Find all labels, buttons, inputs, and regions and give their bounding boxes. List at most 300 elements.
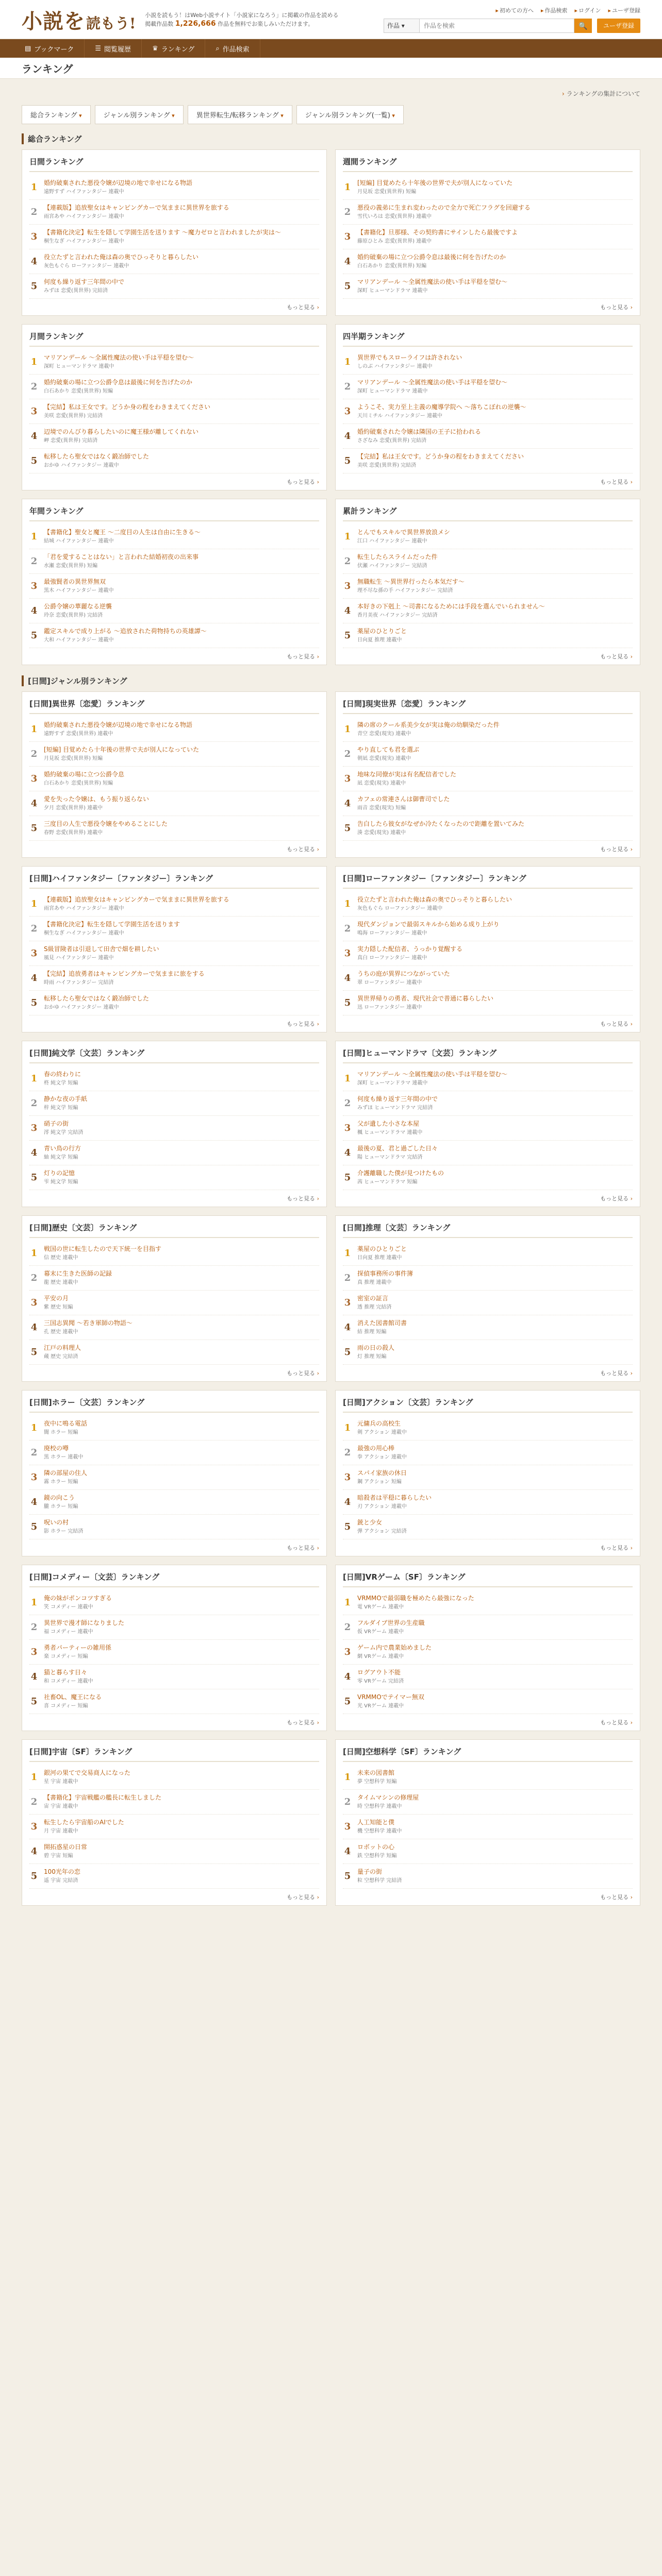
- work-count: 1,226,666: [175, 19, 216, 28]
- work-title-link[interactable]: 勇者パーティーの雑用係: [44, 1644, 112, 1651]
- work-title-link[interactable]: [短編] 目覚めたら十年後の世界で夫が別人になっていた: [44, 746, 200, 753]
- ranking-card-title: 累計ランキング: [343, 505, 633, 521]
- work-title-link[interactable]: ログアウト不能: [357, 1669, 401, 1676]
- work-title-link[interactable]: 【書籍化決定】転生を隠して学園生活を送ります: [44, 921, 180, 928]
- rank-number: 4: [30, 1671, 38, 1682]
- work-title-link[interactable]: 鏡の向こう: [44, 1494, 75, 1501]
- work-title-link[interactable]: やり直しても君を選ぶ: [357, 746, 420, 753]
- work-meta: 茜 ヒューマンドラマ 短編: [357, 1179, 418, 1185]
- work-title-link[interactable]: 婚約破棄された令嬢は隣国の王子に拾われる: [357, 428, 482, 435]
- work-title-link[interactable]: 雨の日の殺人: [357, 1344, 395, 1351]
- work-title-link[interactable]: 「君を愛することはない」と言われた結婚初夜の出来事: [44, 553, 199, 561]
- link-login[interactable]: ▸ ログイン: [574, 6, 601, 14]
- work-meta: 福 コメディー 連載中: [44, 1629, 93, 1635]
- ranking-item: [343, 1689, 633, 1714]
- rank-number: 3: [30, 1123, 38, 1133]
- user-register-button[interactable]: ユーザ登録: [597, 19, 640, 33]
- nav-label: ランキング: [161, 45, 195, 54]
- ranking-item: [343, 225, 633, 249]
- rank-number: 3: [30, 1647, 38, 1657]
- rank-number: 5: [344, 1172, 351, 1183]
- rank-number: 2: [344, 1797, 351, 1807]
- work-meta: 真白 ローファンタジー 連載中: [357, 955, 427, 961]
- work-meta: 美咲 恋愛(異世界) 完結済: [44, 413, 103, 419]
- ranking-item: [343, 1315, 633, 1340]
- work-meta: みずほ 恋愛(異世界) 完結済: [44, 288, 108, 294]
- work-title-link[interactable]: 辺境でのんびり暮らしたいのに魔王様が離してくれない: [44, 428, 199, 435]
- work-title-link[interactable]: 静かな夜の手紙: [44, 1095, 88, 1103]
- ranking-card-title: [日間]ローファンタジー〔ファンタジー〕ランキング: [343, 873, 633, 889]
- ranking-item: [343, 1864, 633, 1889]
- ranking-item: [29, 1416, 319, 1440]
- work-meta: 江口 ハイファンタジー 連載中: [357, 538, 427, 544]
- work-meta: 玲奈 恋愛(異世界) 完結済: [44, 613, 103, 618]
- site-logo[interactable]: [22, 5, 136, 35]
- work-title-link[interactable]: VRMMOでテイマー無双: [357, 1693, 424, 1701]
- work-title-link[interactable]: [短編] 目覚めたら十年後の世界で夫が別人になっていた: [357, 179, 513, 187]
- ranking-item: [29, 1839, 319, 1864]
- work-title-link[interactable]: 何度も繰り返す三年間の中で: [357, 1095, 438, 1103]
- work-title-link[interactable]: フルダイブ世界の生産職: [357, 1619, 425, 1626]
- work-title-link[interactable]: 戦国の世に転生したので天下統一を目指す: [44, 1245, 162, 1252]
- work-meta: 雨宮あや ハイファンタジー 連載中: [44, 906, 124, 911]
- rank-number: 2: [30, 1447, 38, 1458]
- rank-number: 4: [30, 798, 38, 809]
- work-title-link[interactable]: 告白したら彼女がなぜか冷たくなったので距離を置いてみた: [357, 820, 525, 827]
- ranking-card: [22, 499, 327, 665]
- ranking-card-title: [日間]推理〔文芸〕ランキング: [343, 1222, 633, 1238]
- ranking-card-title: 週間ランキング: [343, 156, 633, 172]
- work-title-link[interactable]: 三度目の人生で悪役令嬢をやめることにした: [44, 820, 168, 827]
- ranking-item: [29, 1116, 319, 1141]
- work-title-link[interactable]: 実力隠した配信者、うっかり覚醒する: [357, 945, 463, 953]
- ranking-item: [29, 1590, 319, 1615]
- work-meta: 鳴海 ローファンタジー 連載中: [357, 930, 427, 936]
- work-title-link[interactable]: マリアンデール ～全属性魔法の使い手は平穏を望む～: [357, 379, 508, 386]
- rank-number: 4: [344, 1147, 351, 1158]
- work-meta: 星 宇宙 連載中: [44, 1779, 78, 1785]
- work-title-link[interactable]: 最強賢者の異世界無双: [44, 578, 106, 585]
- ranking-item: [343, 200, 633, 225]
- ranking-item: [29, 816, 319, 841]
- work-meta: 桐生なぎ ハイファンタジー 連載中: [44, 239, 124, 244]
- ranking-item: [29, 717, 319, 742]
- work-meta: 白石あかり 恋愛(異世界) 短編: [44, 781, 113, 786]
- work-title-link[interactable]: マリアンデール ～全属性魔法の使い手は平穏を望む～: [357, 1071, 508, 1078]
- work-title-link[interactable]: 転生したら宇宙船のAIでした: [44, 1819, 124, 1826]
- work-title-link[interactable]: スパイ家族の休日: [357, 1469, 407, 1477]
- ranking-item: [343, 1640, 633, 1665]
- ranking-card: [335, 1215, 640, 1382]
- work-title-link[interactable]: ようこそ、実力至上主義の魔導学院へ ～落ちこぼれの逆襲～: [357, 403, 526, 411]
- nav-history[interactable]: [85, 39, 142, 58]
- work-meta: 喜 コメディー 短編: [44, 1703, 88, 1709]
- rank-number: 3: [344, 1297, 351, 1308]
- work-meta: 日向夏 推理 連載中: [357, 1255, 402, 1261]
- ranking-card: [335, 499, 640, 665]
- work-meta: 桐生なぎ ハイファンタジー 連載中: [44, 930, 124, 936]
- ranking-item: [29, 623, 319, 648]
- work-title-link[interactable]: マリアンデール ～全属性魔法の使い手は平穏を望む～: [44, 354, 194, 361]
- link-search[interactable]: ▸ 作品検索: [541, 6, 568, 14]
- work-title-link[interactable]: 銀河の果てで交易商人になった: [44, 1769, 131, 1776]
- work-title-link[interactable]: 量子の街: [357, 1868, 383, 1875]
- rank-number: 5: [30, 1521, 38, 1532]
- work-meta: さざなみ 恋愛(異世界) 完結済: [357, 438, 427, 444]
- more-link[interactable]: もっと見る ›: [29, 473, 319, 486]
- ranking-item: [343, 1490, 633, 1515]
- work-title-link[interactable]: 人工知能と僕: [357, 1819, 395, 1826]
- ranking-card: [335, 149, 640, 316]
- link-beginners[interactable]: ▸ 初めての方へ: [495, 6, 534, 14]
- nav-bookmark[interactable]: [22, 39, 85, 58]
- work-title-link[interactable]: 【完結】私は王女です。どうか身の程をわきまえてください: [44, 403, 211, 411]
- rank-number: 3: [344, 1123, 351, 1133]
- tab-genre[interactable]: ジャンル別ランキング ▾: [95, 105, 184, 124]
- work-title-link[interactable]: 【完結】私は王女です。どうか身の程をわきまえてください: [357, 453, 524, 460]
- rank-number: 5: [30, 281, 38, 292]
- about-ranking-link[interactable]: [22, 89, 640, 98]
- work-title-link[interactable]: 鑑定スキルで成り上がる ～追放された荷物持ちの英雄譚～: [44, 628, 207, 635]
- ranking-item: [343, 574, 633, 599]
- work-meta: 結 推理 短編: [357, 1329, 387, 1335]
- work-title-link[interactable]: 100光年の恋: [44, 1868, 80, 1875]
- work-title-link[interactable]: 【連載版】追放聖女はキャンピングカーで気ままに異世界を旅する: [44, 896, 229, 903]
- rank-number: 4: [344, 1846, 351, 1857]
- rank-number: 5: [30, 1347, 38, 1358]
- work-title-link[interactable]: 薬屋のひとりごと: [357, 1245, 407, 1252]
- rank-number: 2: [30, 1273, 38, 1283]
- work-title-link[interactable]: 最強の用心棒: [357, 1445, 395, 1452]
- ranking-item: [29, 225, 319, 249]
- ranking-item: [343, 1116, 633, 1141]
- rank-number: 2: [30, 923, 38, 934]
- nav-ranking[interactable]: [142, 39, 205, 58]
- work-title-link[interactable]: 公爵令嬢の華麗なる逆襲: [44, 603, 112, 610]
- ranking-item: [343, 1839, 633, 1864]
- work-title-link[interactable]: 薬屋のひとりごと: [357, 628, 407, 635]
- work-meta: 藤原ひとみ 恋愛(異世界) 連載中: [357, 239, 432, 244]
- work-title-link[interactable]: 婚約破棄の場に立つ公爵令息: [44, 771, 125, 778]
- rank-number: 3: [30, 406, 38, 417]
- section-heading-genre: [日間]ジャンル別ランキング: [22, 675, 640, 686]
- rank-number: 2: [30, 207, 38, 217]
- ranking-item: [29, 941, 319, 966]
- work-meta: 青空 恋愛(現実) 連載中: [357, 731, 411, 737]
- work-title-link[interactable]: 転移したら聖女ではなく鍛冶師でした: [44, 453, 150, 460]
- about-link-text[interactable]: › ランキングの集計について: [562, 90, 640, 97]
- work-title-link[interactable]: 猫と暮らす日々: [44, 1669, 88, 1676]
- work-meta: 黒木 ハイファンタジー 連載中: [44, 588, 114, 594]
- work-title-link[interactable]: 婚約破棄された悪役令嬢が辺境の地で幸せになる物語: [44, 721, 193, 728]
- work-title-link[interactable]: 悪役の義弟に生まれ変わったので全力で死亡フラグを回避する: [357, 204, 531, 211]
- ranking-item: [343, 1091, 633, 1116]
- work-title-link[interactable]: 社畜OL、魔王になる: [44, 1693, 102, 1701]
- ranking-card-title: 日間ランキング: [29, 156, 319, 172]
- ranking-item: [343, 791, 633, 816]
- ranking-item: [29, 1291, 319, 1315]
- work-title-link[interactable]: 異世界で漫才師になりました: [44, 1619, 125, 1626]
- rank-number: 5: [30, 1696, 38, 1707]
- work-meta: 時雨 ハイファンタジー 完結済: [44, 980, 114, 986]
- work-title-link[interactable]: 【完結】追放勇者はキャンピングカーで気ままに旅をする: [44, 970, 205, 977]
- work-title-link[interactable]: 異世界帰りの勇者、現代社会で普通に暮らしたい: [357, 995, 494, 1002]
- more-link[interactable]: もっと見る ›: [29, 841, 319, 853]
- search-button[interactable]: 🔍: [574, 19, 592, 33]
- work-meta: 翠 ローファンタジー 連載中: [357, 980, 422, 986]
- work-meta: 岬 恋愛(異世界) 完結済: [44, 438, 98, 444]
- ranking-item: [29, 1765, 319, 1790]
- more-link[interactable]: もっと見る ›: [343, 1714, 633, 1726]
- more-link[interactable]: もっと見る ›: [29, 1365, 319, 1377]
- work-title-link[interactable]: 異世界でもスローライフは許されない: [357, 354, 462, 361]
- rank-number: 2: [30, 1098, 38, 1109]
- more-link[interactable]: もっと見る ›: [29, 1015, 319, 1028]
- search-category-select[interactable]: 作品 ▾: [384, 19, 420, 33]
- tab-overall[interactable]: 総合ランキング ▾: [22, 105, 91, 124]
- more-link[interactable]: もっと見る ›: [343, 473, 633, 486]
- ranking-item: [29, 1340, 319, 1365]
- more-link[interactable]: もっと見る ›: [343, 1365, 633, 1377]
- work-title-link[interactable]: 婚約破棄の場に立つ公爵令息は最後に何を告げたのか: [357, 253, 506, 261]
- rank-number: 3: [344, 231, 351, 242]
- rank-number: 3: [344, 1821, 351, 1832]
- ranking-card-title: [日間]現実世界〔恋愛〕ランキング: [343, 698, 633, 714]
- tab-isekai[interactable]: 異世界転生/転移ランキング ▾: [188, 105, 292, 124]
- more-link[interactable]: もっと見る ›: [29, 1190, 319, 1202]
- ranking-card-title: [日間]ハイファンタジー〔ファンタジー〕ランキング: [29, 873, 319, 889]
- work-title-link[interactable]: タイムマシンの修理屋: [357, 1794, 419, 1801]
- rank-number: 4: [344, 798, 351, 809]
- rank-number: 2: [344, 749, 351, 759]
- rank-number: 5: [30, 1871, 38, 1882]
- work-title-link[interactable]: ゲーム内で農業始めました: [357, 1644, 432, 1651]
- work-title-link[interactable]: VRMMOで最弱職を極めたら最強になった: [357, 1595, 474, 1602]
- more-link[interactable]: もっと見る ›: [29, 1714, 319, 1726]
- more-link[interactable]: もっと見る ›: [29, 299, 319, 311]
- work-title-link[interactable]: S級冒険者は引退して田舎で畑を耕したい: [44, 945, 159, 953]
- more-link[interactable]: もっと見る ›: [343, 1190, 633, 1202]
- rank-number: 1: [344, 1073, 351, 1084]
- ranking-item: [29, 767, 319, 791]
- work-meta: 影 ホラー 完結済: [44, 1529, 84, 1534]
- nav-search[interactable]: [205, 39, 260, 58]
- rank-number: 1: [344, 724, 351, 735]
- work-title-link[interactable]: 【書籍化決定】転生を隠して学園生活を送ります ～魔力ゼロと言われましたが実は～: [44, 229, 281, 236]
- ranking-item: [343, 1515, 633, 1539]
- rank-number: 5: [344, 1696, 351, 1707]
- work-title-link[interactable]: ロボットの心: [357, 1843, 395, 1851]
- rank-number: 3: [344, 1647, 351, 1657]
- work-title-link[interactable]: 俺の妹がポンコツすぎる: [44, 1595, 112, 1602]
- rank-number: 1: [30, 1073, 38, 1084]
- work-title-link[interactable]: カフェの常連さんは御曹司でした: [357, 795, 450, 803]
- more-link[interactable]: もっと見る ›: [29, 1889, 319, 1901]
- work-meta: 夢 空想科学 短編: [357, 1779, 397, 1785]
- rank-number: 2: [344, 556, 351, 567]
- work-title-link[interactable]: 呪いの村: [44, 1519, 69, 1526]
- work-title-link[interactable]: 元傭兵の高校生: [357, 1420, 401, 1427]
- ranking-item: [343, 1165, 633, 1190]
- more-link[interactable]: もっと見る ›: [343, 1539, 633, 1552]
- more-link[interactable]: もっと見る ›: [343, 841, 633, 853]
- nav-label: 作品検索: [222, 45, 250, 54]
- work-title-link[interactable]: 探偵事務所の事件簿: [357, 1270, 413, 1277]
- top-links: [495, 6, 640, 14]
- tab-genre-list[interactable]: ジャンル別ランキング(一覧) ▾: [296, 105, 404, 124]
- more-link[interactable]: もっと見る ›: [29, 648, 319, 660]
- work-title-link[interactable]: 春の終わりに: [44, 1071, 81, 1078]
- work-title-link[interactable]: 青い鳥の行方: [44, 1145, 81, 1152]
- ranking-item: [343, 1416, 633, 1440]
- ranking-card: [22, 1215, 327, 1382]
- rank-number: 4: [344, 605, 351, 616]
- work-title-link[interactable]: 【書籍化】聖女と魔王 ～二度目の人生は自由に生きる～: [44, 529, 201, 536]
- rank-number: 3: [30, 231, 38, 242]
- work-title-link[interactable]: 最後の夏、君と過ごした日々: [357, 1145, 438, 1152]
- ranking-item: [343, 1590, 633, 1615]
- work-title-link[interactable]: 婚約破棄された悪役令嬢が辺境の地で幸せになる物語: [44, 179, 193, 187]
- search-input[interactable]: [420, 19, 574, 33]
- ranking-item: [343, 399, 633, 424]
- work-title-link[interactable]: 密室の証言: [357, 1295, 389, 1302]
- work-title-link[interactable]: 平安の月: [44, 1295, 69, 1302]
- work-title-link[interactable]: 隣の部屋の住人: [44, 1469, 88, 1477]
- work-title-link[interactable]: 介護離職した僕が見つけたもの: [357, 1170, 444, 1177]
- work-meta: 零 VRゲーム 完結済: [357, 1679, 404, 1684]
- rank-number: 4: [30, 973, 38, 984]
- work-meta: 陽 ヒューマンドラマ 完結済: [357, 1155, 423, 1160]
- work-title-link[interactable]: 夜中に鳴る電話: [44, 1420, 88, 1427]
- rank-number: 1: [344, 1422, 351, 1433]
- work-title-link[interactable]: 未来の図書館: [357, 1769, 395, 1776]
- work-meta: 結城 ハイファンタジー 連載中: [44, 538, 114, 544]
- work-title-link[interactable]: 灯りの記憶: [44, 1170, 75, 1177]
- rank-number: 2: [344, 1447, 351, 1458]
- rank-number: 4: [30, 1846, 38, 1857]
- work-meta: 雪代いろは 恋愛(異世界) 連載中: [357, 214, 432, 219]
- work-title-link[interactable]: 隣の席のクール系美少女が実は俺の幼馴染だった件: [357, 721, 500, 728]
- work-title-link[interactable]: 地味な同僚が実は有名配信者でした: [357, 771, 457, 778]
- work-meta: 雨音 恋愛(現実) 短編: [357, 805, 406, 811]
- rank-number: 2: [30, 381, 38, 392]
- ranking-item: [343, 941, 633, 966]
- ranking-item: [29, 917, 319, 941]
- work-title-link[interactable]: 【連載版】追放聖女はキャンピングカーで気ままに異世界を旅する: [44, 204, 229, 211]
- more-link[interactable]: もっと見る ›: [343, 299, 633, 311]
- rank-number: 2: [30, 1622, 38, 1633]
- ranking-card-title: [日間]空想科学〔SF〕ランキング: [343, 1746, 633, 1762]
- work-title-link[interactable]: とんでもスキルで異世界放浪メシ: [357, 529, 450, 536]
- ranking-item: [343, 549, 633, 574]
- ranking-item: [29, 574, 319, 599]
- work-title-link[interactable]: 何度も繰り返す三年間の中で: [44, 278, 125, 285]
- work-title-link[interactable]: 開拓惑星の日常: [44, 1843, 88, 1851]
- more-link[interactable]: もっと見る ›: [343, 648, 633, 660]
- work-title-link[interactable]: 廃校の噂: [44, 1445, 69, 1452]
- work-title-link[interactable]: 【書籍化】旦那様、その契約書にサインしたら最後ですよ: [357, 229, 518, 236]
- more-link[interactable]: もっと見る ›: [29, 1539, 319, 1552]
- rank-number: 1: [30, 1248, 38, 1259]
- ranking-item: [29, 742, 319, 767]
- ranking-card-title: [日間]異世界〔恋愛〕ランキング: [29, 698, 319, 714]
- work-meta: 日向夏 推理 連載中: [357, 637, 402, 643]
- more-link[interactable]: もっと見る ›: [343, 1889, 633, 1901]
- rank-number: 1: [30, 1422, 38, 1433]
- work-title-link[interactable]: 無職転生 ～異世界行ったら本気だす～: [357, 578, 465, 585]
- more-link[interactable]: もっと見る ›: [343, 1015, 633, 1028]
- work-meta: 信 歴史 連載中: [44, 1255, 78, 1261]
- work-title-link[interactable]: うちの庭が異界につながっていた: [357, 970, 450, 977]
- work-title-link[interactable]: 【書籍化】宇宙戦艦の艦長に転生しました: [44, 1794, 162, 1801]
- ranking-item: [343, 449, 633, 473]
- rank-number: 1: [30, 899, 38, 909]
- work-title-link[interactable]: 本好きの下剋上 ～司書になるためには手段を選んでいられません～: [357, 603, 545, 610]
- work-meta: 夕月 恋愛(異世界) 連載中: [44, 805, 103, 811]
- work-meta: 湊 恋愛(現実) 連載中: [357, 830, 406, 836]
- work-title-link[interactable]: 消えた図書館司書: [357, 1319, 407, 1327]
- ranking-item: [29, 1091, 319, 1116]
- work-title-link[interactable]: 愛を失った令嬢は、もう振り返らない: [44, 795, 150, 803]
- ranking-item: [343, 742, 633, 767]
- ranking-item: [29, 1815, 319, 1839]
- work-title-link[interactable]: 硝子の街: [44, 1120, 69, 1127]
- work-title-link[interactable]: 役立たずと言われた俺は森の奥でひっそりと暮らしたい: [44, 253, 199, 261]
- work-meta: しのぶ ハイファンタジー 連載中: [357, 364, 433, 369]
- work-title-link[interactable]: 婚約破棄の場に立つ公爵令息は最後に何を告げたのか: [44, 379, 193, 386]
- work-meta: 深町 ヒューマンドラマ 連載中: [357, 388, 428, 394]
- work-meta: 遠野すず ハイファンタジー 連載中: [44, 189, 124, 195]
- work-meta: 朧 ホラー 短編: [44, 1504, 78, 1510]
- ranking-item: [343, 717, 633, 742]
- ranking-item: [343, 1066, 633, 1091]
- work-title-link[interactable]: 三国志異聞 ～若き軍師の物語～: [44, 1319, 133, 1327]
- work-title-link[interactable]: 現代ダンジョンで最弱スキルから始める成り上がり: [357, 921, 500, 928]
- work-title-link[interactable]: 幕末に生きた医師の記録: [44, 1270, 112, 1277]
- ranking-item: [29, 791, 319, 816]
- work-title-link[interactable]: 転移したら聖女ではなく鍛冶師でした: [44, 995, 150, 1002]
- ranking-item: [343, 991, 633, 1015]
- rank-number: 1: [344, 357, 351, 367]
- work-meta: 澪 純文学 完結済: [44, 1130, 84, 1136]
- ranking-item: [343, 1266, 633, 1291]
- work-title-link[interactable]: 暗殺者は平穏に暮らしたい: [357, 1494, 432, 1501]
- rank-number: 3: [344, 406, 351, 417]
- rank-number: 4: [30, 1322, 38, 1333]
- work-title-link[interactable]: 江戸の料理人: [44, 1344, 81, 1351]
- ranking-item: [343, 966, 633, 991]
- work-meta: 雨宮あや ハイファンタジー 連載中: [44, 214, 124, 219]
- work-title-link[interactable]: 役立たずと言われた俺は森の奥でひっそりと暮らしたい: [357, 896, 512, 903]
- rank-number: 3: [344, 948, 351, 959]
- work-title-link[interactable]: 転生したらスライムだった件: [357, 553, 438, 561]
- section-heading-overall: 総合ランキング: [22, 133, 640, 144]
- work-meta: 美咲 恋愛(異世界) 完結済: [357, 463, 417, 468]
- ranking-item: [343, 1815, 633, 1839]
- rank-number: 3: [344, 1472, 351, 1483]
- link-register[interactable]: ▸ ユーザ登録: [608, 6, 640, 14]
- work-title-link[interactable]: 父が遺した小さな本屋: [357, 1120, 420, 1127]
- work-title-link[interactable]: マリアンデール ～全属性魔法の使い手は平穏を望む～: [357, 278, 508, 285]
- rank-number: 2: [344, 1273, 351, 1283]
- ranking-item: [29, 1465, 319, 1490]
- work-title-link[interactable]: 銃と少女: [357, 1519, 383, 1526]
- search-bar: [384, 19, 640, 33]
- rank-number: 5: [30, 1172, 38, 1183]
- ranking-item: [29, 1066, 319, 1091]
- ranking-item: [29, 1141, 319, 1165]
- ranking-item: [343, 917, 633, 941]
